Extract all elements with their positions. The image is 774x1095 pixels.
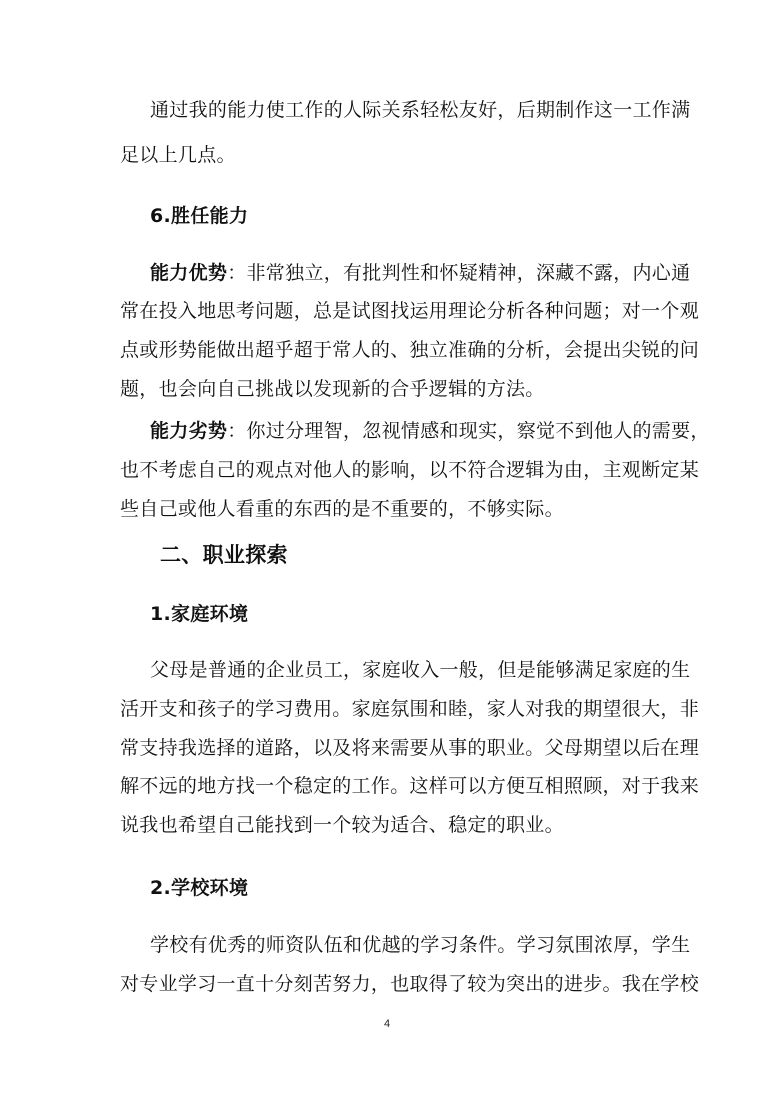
family-line-2: 活开支和孩子的学习费用。家庭氛围和睦，家人对我的期望很大，非 (120, 698, 700, 720)
disadvantage-line-1 (150, 419, 710, 443)
family-line-3: 常支持我选择的道路，以及将来需要从事的职业。父母期望以后在理 (120, 737, 700, 759)
advantage-line-2: 常在投入地思考问题，总是试图找运用理论分析各种问题；对一个观 (120, 300, 700, 322)
family-line-4: 解不远的地方找一个稳定的工作。这样可以方便互相照顾，对于我来 (120, 775, 700, 797)
school-line-2: 对专业学习一直十分刻苦努力，也取得了较为突出的进步。我在学校 (120, 973, 700, 995)
intro-line-2: 足以上几点。 (120, 144, 236, 166)
disadvantage-text-1: ：你过分理智，忽视情感和现实，察觉不到他人的需要， (227, 420, 710, 442)
disadvantage-term: 能力劣势 (150, 420, 228, 442)
advantage-line-3: 点或形势能做出超乎超于常人的、独立准确的分析，会提出尖锐的问 (120, 339, 700, 361)
intro-line-1: 通过我的能力使工作的人际关系轻松友好，后期制作这一工作满 (150, 99, 691, 121)
advantage-text-1: ：非常独立，有批判性和怀疑精神，深藏不露，内心通 (227, 262, 691, 284)
school-heading: 2.学校环境 (150, 877, 249, 899)
career-section-heading: 二、职业探索 (160, 543, 288, 567)
family-heading: 1.家庭环境 (150, 603, 249, 625)
competence-heading: 6.胜任能力 (150, 205, 249, 227)
school-line-1: 学校有优秀的师资队伍和优越的学习条件。学习氛围浓厚，学生 (150, 934, 691, 956)
disadvantage-line-2: 也不考虑自己的观点对他人的影响，以不符合逻辑为由，主观断定某 (120, 459, 700, 481)
advantage-line-1 (150, 261, 691, 285)
disadvantage-line-3: 些自己或他人看重的东西的是不重要的，不够实际。 (120, 498, 564, 520)
advantage-term: 能力优势 (150, 262, 228, 284)
family-line-5: 说我也希望自己能找到一个较为适合、稳定的职业。 (120, 814, 564, 836)
family-line-1: 父母是普通的企业员工，家庭收入一般，但是能够满足家庭的生 (150, 659, 691, 681)
advantage-line-4: 题，也会向自己挑战以发现新的合乎逻辑的方法。 (120, 378, 545, 400)
page-number: 4 (383, 1018, 391, 1030)
